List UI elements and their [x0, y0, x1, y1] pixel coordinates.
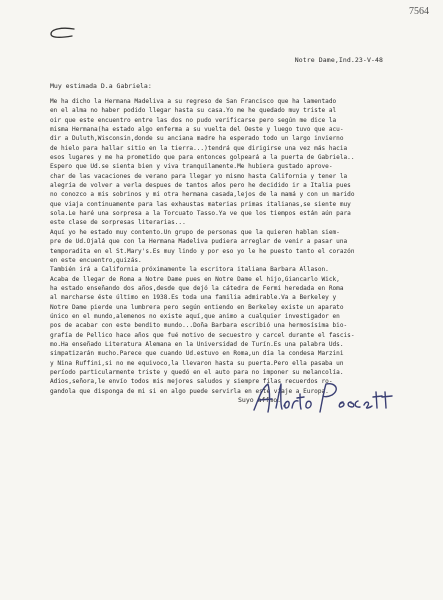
body-line: gandola que disponga de mi si en algo puede servirla en este viaje a Europa. — [50, 387, 329, 395]
corner-mark — [48, 26, 78, 44]
body-line: pos de acabar con este bendito mundo...Doña Barbara escribió una hermosísima bio- — [50, 322, 348, 330]
body-line: en el alma no haber podido llegar hasta su casa.Yo me he quedado muy triste al — [50, 107, 337, 115]
letter-salutation: Muy estimada D.a Gabriela: — [50, 82, 152, 90]
body-line: Me ha dicho la Hermana Madeliva a su regreso de San Francisco que ha lamentado — [50, 98, 337, 105]
body-line: de hielo para hallar sitio en la tierra...)tendrá que dirigirse una vez más hacia — [50, 144, 348, 152]
body-line: Notre Dame pierde una lumbrera pero según entiendo en Berkeley existe un aparato — [50, 303, 344, 311]
body-line: que viaja continuamente para las exhaustas materias primas italianas,se siente muy — [50, 200, 351, 208]
body-line: También irá a California próximamente la escritora italiana Barbara Allason. — [50, 266, 329, 274]
body-line: este clase de sorpresas literarias... — [50, 219, 186, 227]
archive-number: 7564 — [409, 6, 429, 17]
body-line: temporadita en el St.Mary's.Es muy lindo y por eso yo le he puesto tanto el corazón — [50, 247, 355, 255]
body-line: Adios,señora,le envío todos mis mejores saludos y siempre filas recuerdos ro- — [50, 378, 333, 386]
body-line: no conozco a mis sobrinos y mi otra hermana casada,lejos de la mamá y con un marido — [50, 191, 355, 199]
body-line: misma Hermana(ha estado algo enferma a su vuelta del Oeste y luego tuvo que acu- — [50, 126, 344, 134]
body-line: esos lugares y me ha prometido que para entonces golpeará a la puerta de Gabriela.. — [50, 154, 355, 162]
body-line: y Nina Ruffini,si no me equivoco,la llevaron hasta su puerta.Pero ella pasaba un — [50, 359, 344, 367]
body-line: simpatizarán mucho.Parece que cuando Ud.estuvo en Roma,un día la condesa Marzini — [50, 350, 344, 358]
body-line: sola.Le haré una sorpresa a la Torcuato Tasso.Ya ve que los tiempos están aún para — [50, 210, 351, 218]
body-line: mo.Ha enseñado Literatura Alemana en la Universidad de Turín.Es una palabra Uds. — [50, 340, 344, 348]
letter-closing: Suyo affmo. — [238, 396, 282, 404]
body-line: Acaba de llegar de Roma a Notre Dame pues en Notre Dame el hijo,Giancarlo Wick, — [50, 275, 340, 283]
body-line: oir que este encuentro entre las dos no pudo verificarse pero según me dice la — [50, 116, 337, 124]
body-line: pre de Ud.Ojalá que con la Hermana Madeliva pudiera arreglar de venir a pasar una — [50, 238, 348, 246]
body-line: ha estado enseñando dos años,desde que dejó la cátedra de Fermi heredada en Roma — [50, 284, 344, 292]
body-line: en este encuentro,quizás. — [50, 256, 142, 264]
body-line: período particularmente triste y quedó en el auto para no imponer su melancolía. — [50, 368, 344, 376]
letter-dateline: Notre Dame,Ind.23-V-48 — [294, 56, 383, 64]
body-line: único en el mundo,alemenos no existe aquí,que animo a cualquier investigador en — [50, 312, 340, 320]
body-line: char de las vacaciones de verano para llegar yo mismo hasta California y tener la — [50, 172, 348, 180]
body-line: grafía de Pellico hace años que fué motivo de secuestro y carcel durante el fascis- — [50, 331, 355, 339]
handwritten-signature — [248, 378, 398, 420]
body-line: Aquí yo he estado muy contento.Un grupo de personas que la quieren hablan siem- — [50, 228, 340, 236]
body-line: Espero que Ud.se sienta bien y viva tranquilamente.Me hubiera gustado aprove- — [50, 163, 333, 171]
body-line: dir a Duluth,Wisconsin,donde su anciana madre ha esperado todo un largo invierno — [50, 135, 344, 143]
letter-body — [50, 97, 415, 396]
body-line: alegría de volver a verla despues de tantos años pero he decidido ir a Italia pues — [50, 182, 351, 190]
body-line: al marcharse éste último en 1938.Es toda una familia admirable.Va a Berkeley y — [50, 294, 337, 302]
